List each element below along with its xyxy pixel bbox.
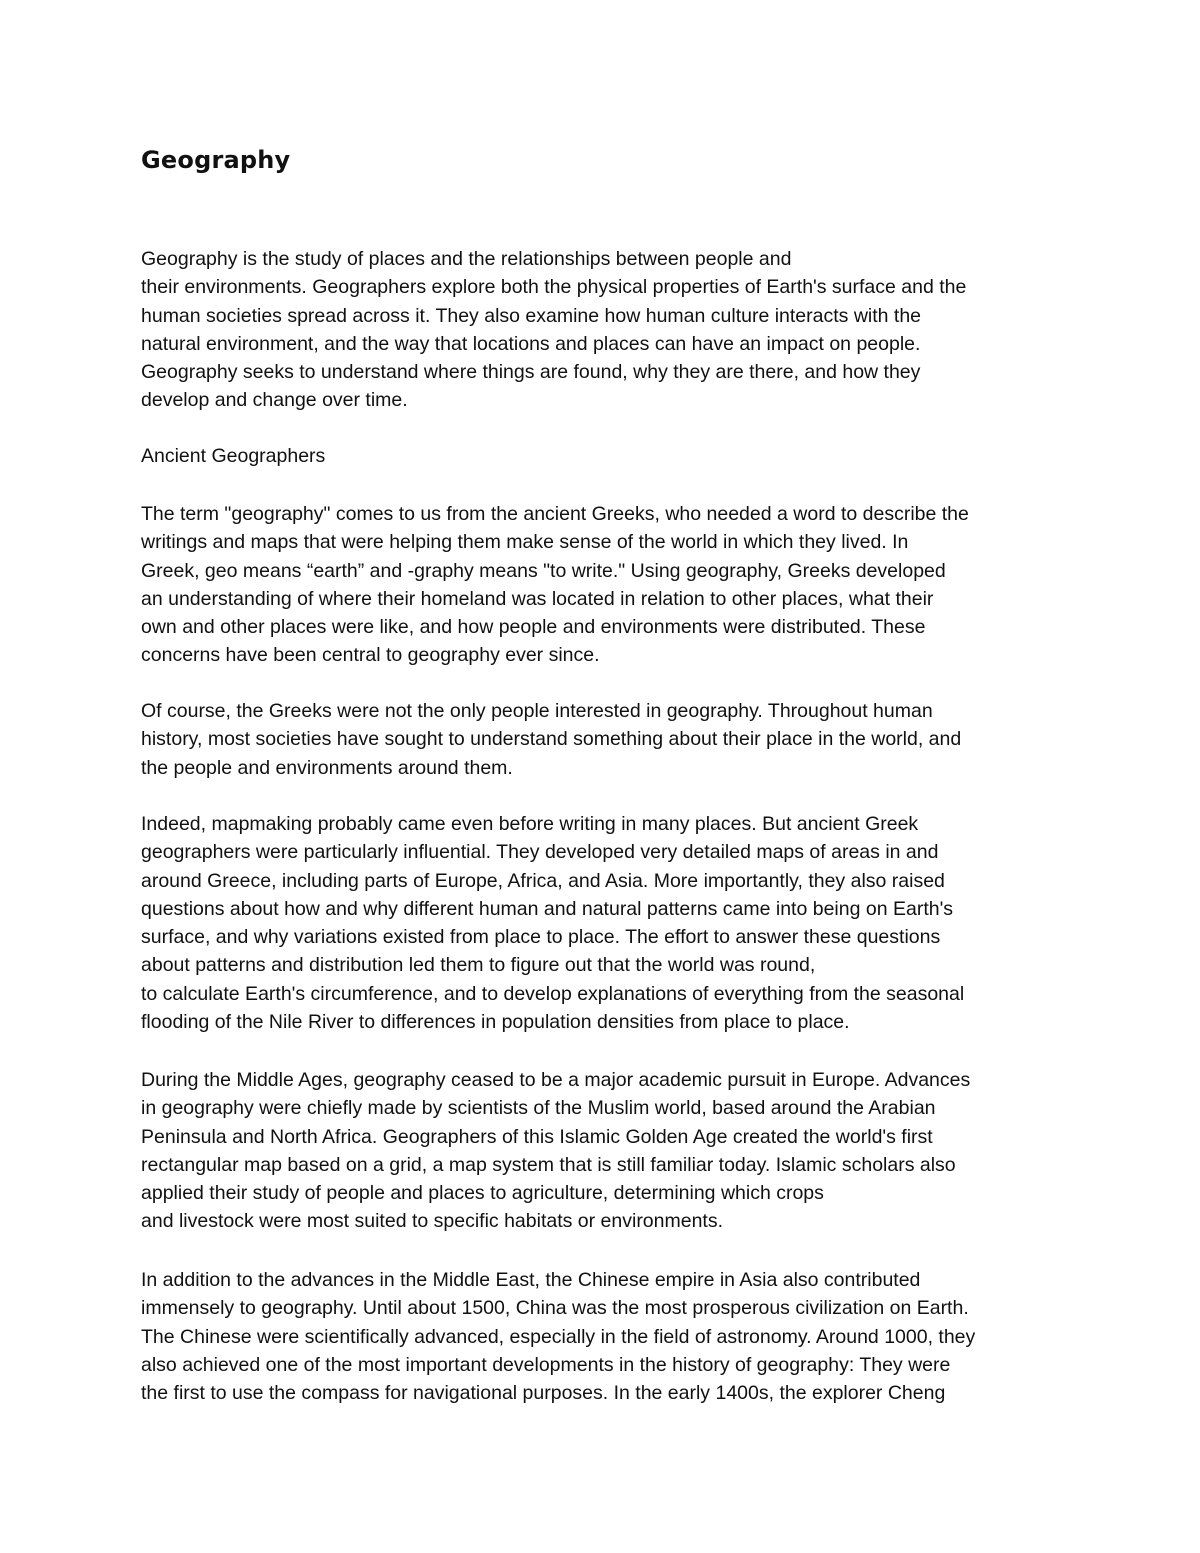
paragraph-of-course: Of course, the Greeks were not the only people interested in geography. Throughout human history, most societies have sought to understand something about their place in the world, and the people and environments around them.: [141, 700, 962, 779]
paragraph-greeks: The term "geography" comes to us from the ancient Greeks, who needed a word to describe the writings and maps that were helping them make sense of the world in which they lived. In Greek, geo means “earth” and -graphy means "to write." Using geography, Greeks developed an understanding of where their homeland was located in relation to other places, what their own and other places were like, and how people and environments were distributed. These concerns have been central to geography ever since.: [141, 503, 969, 667]
paragraph-china: In addition to the advances in the Middle East, the Chinese empire in Asia also contributed immensely to geography. Until about 1500, China was the most prosperous civilization on Earth. The Chinese were scientifically advanced, especially in the field of astronomy. Around 1000, they also achieved one of the most important developments in the history of geography: They were the first to use the compass for navigational purposes. In the early 1400s, the explorer Cheng: [141, 1269, 976, 1405]
paragraph-mapmaking: Indeed, mapmaking probably came even before writing in many places. But ancient Greek geographers were particularly influential. They developed very detailed maps of areas in and around Greece, including parts of Europe, Africa, and Asia. More importantly, they also raised questions about how and why different human and natural patterns came into being on Earth's surface, and why variations existed from place to place. The effort to answer these questions about patterns and distribution led them to figure out that the world was round, to calculate Earth's circumference, and to develop explanations of everything from the seasonal flooding of the Nile River to differences in population densities from place to place.: [141, 813, 965, 1034]
paragraph-middle-ages: During the Middle Ages, geography ceased to be a major academic pursuit in Europe. Advances in geography were chiefly made by scientists of the Muslim world, based around the Arabian Peninsula and North Africa. Geographers of this Islamic Golden Age created the world's first rectangular map based on a grid, a map system that is still familiar today. Islamic scholars also applied their study of people and places to agriculture, determining which crops and livestock were most suited to specific habitats or environments.: [141, 1069, 971, 1233]
paragraph-intro: Geography is the study of places and the relationships between people and their environments. Geographers explore both the physical properties of Earth's surface and the human societies spread across it. They also examine how human culture interacts with the natural environment, and the way that locations and places can have an impact on people. Geography seeks to understand where things are found, why they are there, and how they develop and change over time.: [141, 248, 967, 412]
document-title: Geography: [141, 146, 291, 174]
section-heading-ancient-geographers: Ancient Geographers: [141, 445, 326, 467]
